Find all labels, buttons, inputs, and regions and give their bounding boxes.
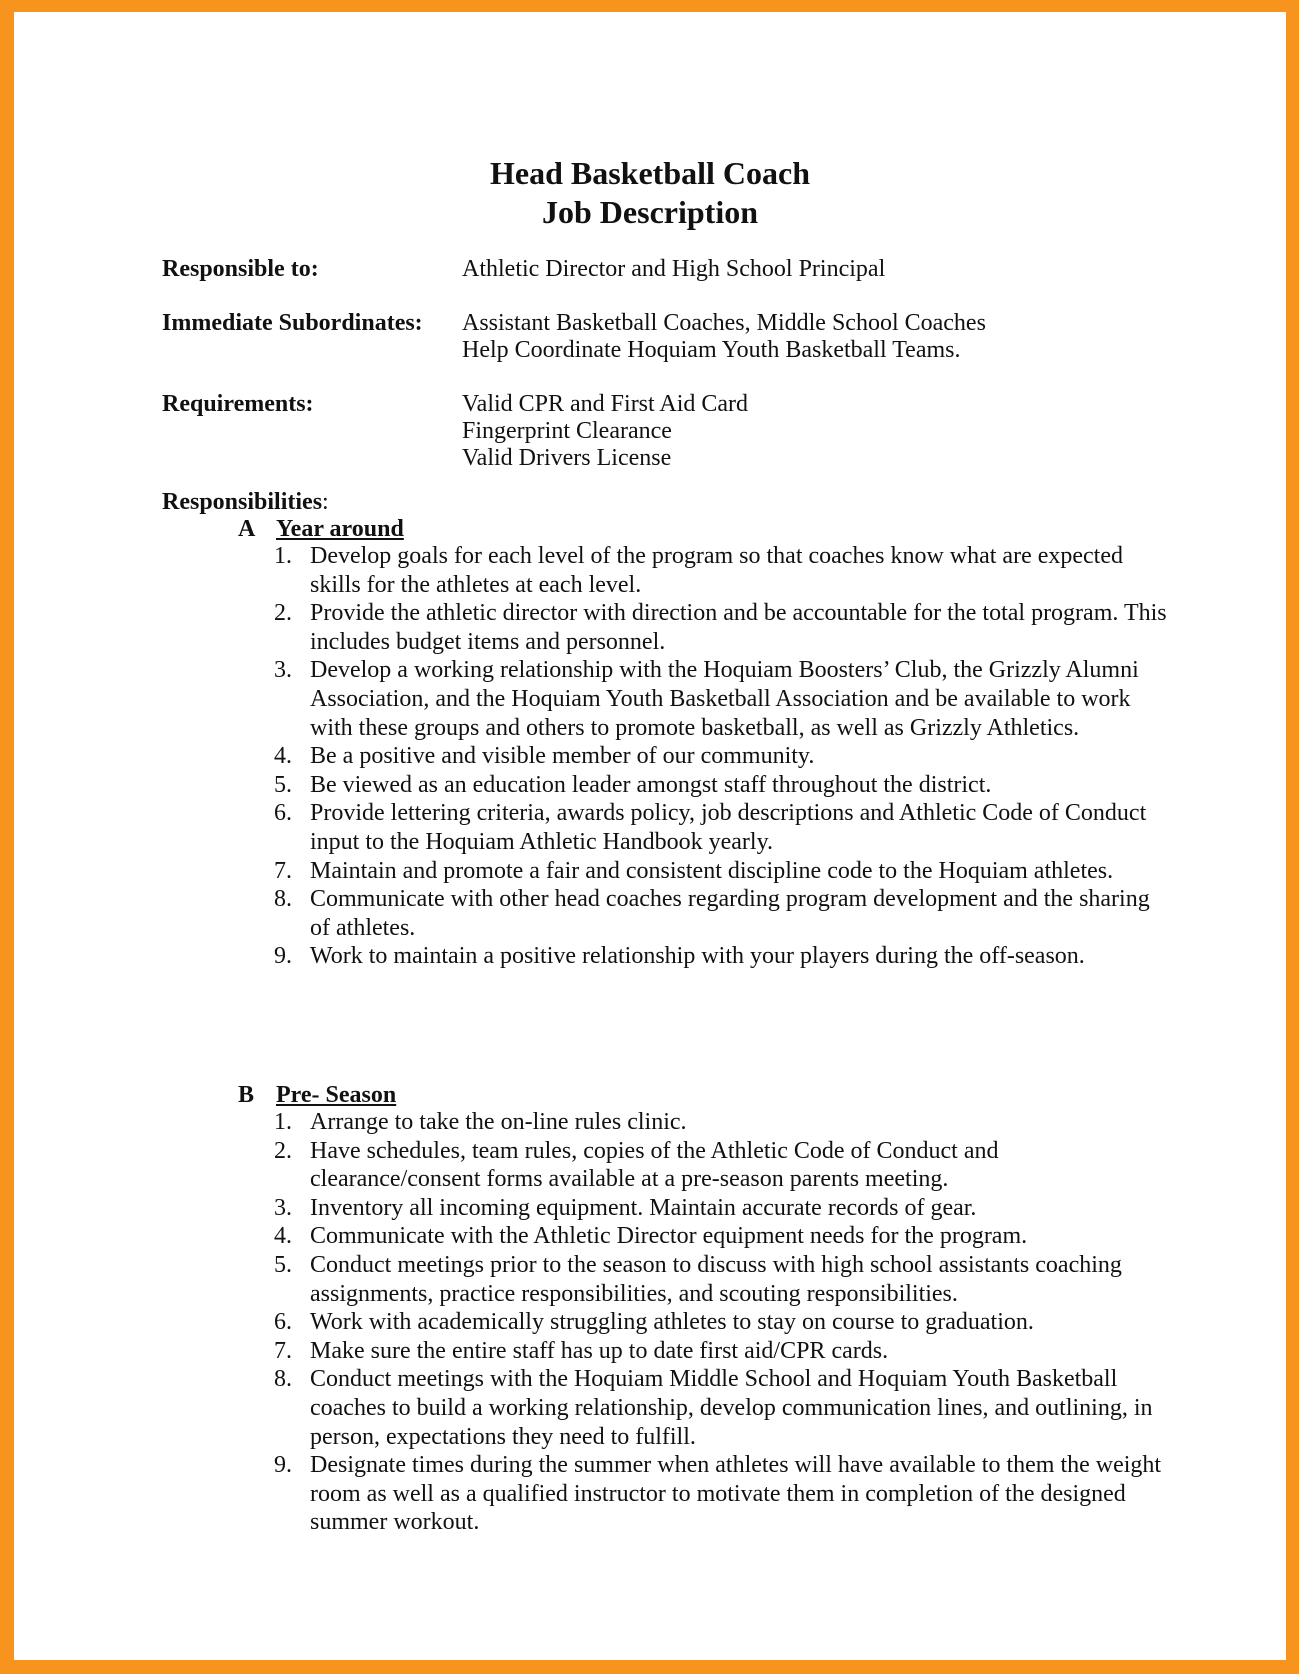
item-number: 7. [274, 1337, 292, 1364]
item-number: 7. [274, 857, 292, 884]
item-text: Maintain and promote a fair and consistent discipline code to the Hoquiam athletes. [310, 857, 1114, 884]
item-number: 3. [274, 657, 292, 684]
item-number: 1. [274, 1109, 292, 1135]
item-number: 5. [274, 771, 292, 798]
item-text: Develop a working relationship with the Hoquiam Boosters’ Club, the Grizzly Alumni Association, and the Hoquiam Youth Basketball Association and be available to work with these groups and others to promote basketball, as well as Grizzly Athletics. [310, 657, 1139, 741]
item-text: Communicate with the Athletic Director equipment needs for the program. [310, 1223, 1028, 1250]
section-a-title: Year around [276, 516, 404, 542]
list-item [14, 1308, 1170, 1337]
list-item [14, 1337, 1170, 1366]
list-item [14, 1222, 1170, 1251]
list-item [14, 1451, 1170, 1537]
item-number: 6. [274, 800, 292, 827]
item-text: Work to maintain a positive relationship with your players during the off-season. [310, 943, 1085, 970]
item-text: Inventory all incoming equipment. Maintain accurate records of gear. [310, 1194, 977, 1221]
list-item [14, 1251, 1170, 1308]
list-item [14, 656, 1170, 742]
responsible-to-label: Responsible to: [162, 256, 319, 282]
item-text: Conduct meetings with the Hoquiam Middle School and Hoquiam Youth Basketball coaches to build a working relationship, develop communication lines, and outlining, in person, expectations they need to fulfill. [310, 1366, 1153, 1450]
subordinates-line1: Assistant Basketball Coaches, Middle School Coaches [462, 310, 986, 336]
list-item [14, 542, 1170, 599]
list-item [14, 599, 1170, 656]
document-title: Head Basketball Coach [489, 155, 811, 191]
item-number: 4. [274, 1223, 292, 1250]
item-text: Have schedules, team rules, copies of the Athletic Code of Conduct and clearance/consent forms available at a pre-season parents meeting. [310, 1137, 999, 1193]
document-page [14, 12, 1286, 1660]
responsibilities-colon: : [322, 489, 329, 515]
list-item [14, 942, 1170, 971]
item-number: 2. [274, 1137, 292, 1164]
document-subtitle: Job Description [542, 194, 758, 230]
list-item [14, 771, 1170, 800]
list-item [14, 1137, 1170, 1194]
item-number: 2. [274, 600, 292, 627]
item-number: 8. [274, 886, 292, 913]
responsibilities-label: Responsibilities [162, 489, 323, 515]
item-text: Develop goals for each level of the program so that coaches know what are expected skills for the athletes at each level. [310, 543, 1123, 598]
list-item [14, 857, 1170, 886]
item-number: 4. [274, 743, 292, 770]
item-number: 5. [274, 1251, 292, 1278]
section-b-title: Pre- Season [276, 1082, 397, 1108]
section-a-letter: A [238, 516, 256, 542]
item-text: Make sure the entire staff has up to date first aid/CPR cards. [310, 1337, 889, 1364]
item-number: 3. [274, 1194, 292, 1221]
item-text: Be viewed as an education leader amongst staff throughout the district. [310, 771, 992, 798]
responsibilities-heading [162, 488, 329, 516]
list-item [14, 1194, 1170, 1223]
requirements-line2: Fingerprint Clearance [462, 418, 672, 444]
requirements-line1: Valid CPR and First Aid Card [462, 391, 749, 417]
list-item [14, 1365, 1170, 1451]
section-b-heading [238, 1081, 396, 1109]
item-number: 9. [274, 1452, 292, 1479]
item-text: Be a positive and visible member of our community. [310, 743, 815, 770]
item-number: 9. [274, 943, 292, 970]
list-item [14, 742, 1170, 771]
list-item [14, 885, 1170, 942]
section-b-list [14, 1108, 1286, 1537]
list-item [14, 1108, 1170, 1137]
subordinates-label: Immediate Subordinates: [162, 310, 423, 336]
list-item [14, 799, 1170, 856]
item-number: 8. [274, 1366, 292, 1393]
item-text: Conduct meetings prior to the season to discuss with high school assistants coaching assignments, practice responsibilities, and scouting responsibilities. [310, 1251, 1122, 1307]
section-a-heading [238, 515, 404, 543]
requirements-line3: Valid Drivers License [462, 445, 672, 471]
item-number: 6. [274, 1309, 292, 1336]
item-text: Communicate with other head coaches regarding program development and the sharing of athletes. [310, 886, 1150, 941]
section-b-letter: B [238, 1082, 255, 1108]
item-text: Work with academically struggling athletes to stay on course to graduation. [310, 1309, 1034, 1336]
section-a-list [14, 542, 1286, 971]
subordinates-line2: Help Coordinate Hoquiam Youth Basketball Teams. [462, 337, 961, 363]
requirements-label: Requirements: [162, 391, 314, 417]
item-text: Provide the athletic director with direction and be accountable for the total program. This includes budget items and personnel. [310, 600, 1167, 655]
item-text: Provide lettering criteria, awards policy, job descriptions and Athletic Code of Conduct input to the Hoquiam Athletic Handbook yearly. [310, 800, 1147, 855]
item-text: Designate times during the summer when athletes will have available to them the weight room as well as a qualified instructor to motivate them in completion of the designed summer workout. [310, 1452, 1162, 1536]
item-text: Arrange to take the on-line rules clinic. [310, 1109, 687, 1135]
item-number: 1. [274, 543, 292, 569]
responsible-to-value: Athletic Director and High School Principal [462, 256, 886, 282]
